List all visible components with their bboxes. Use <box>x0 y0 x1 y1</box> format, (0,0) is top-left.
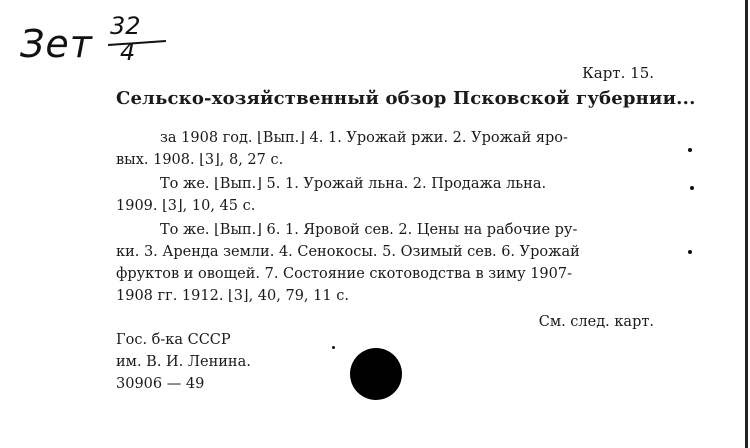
entry-line: фруктов и овощей. 7. Состояние скотоводства в зиму 1907- <box>116 266 573 282</box>
entry-line: за 1908 год. ⌊Вып.⌋ 4. 1. Урожай ржи. 2. Урожай яро- <box>160 130 568 146</box>
see-next-card: См. след. карт. <box>538 314 654 330</box>
library-stamp-line: Гос. б-ка СССР <box>116 332 231 348</box>
library-stamp-line: 30906 — 49 <box>116 376 205 392</box>
handwritten-shelfmark-prefix: Зет <box>20 22 93 66</box>
ink-speck <box>332 346 335 349</box>
card-title: Сельско-хозяйственный обзор Псковской губернии... <box>116 88 696 109</box>
entry-line: 1909. ⌊3⌋, 10, 45 с. <box>116 198 256 214</box>
entry-line: вых. 1908. ⌊3⌋, 8, 27 с. <box>116 152 284 168</box>
library-stamp-line: им. В. И. Ленина. <box>116 354 251 370</box>
entry-line: То же. ⌊Вып.⌋ 6. 1. Яровой сев. 2. Цены на рабочие ру- <box>160 222 578 238</box>
handwritten-shelfmark-bottom: 4 <box>120 38 136 66</box>
ink-blot <box>350 348 402 400</box>
ink-speck <box>690 186 694 190</box>
ink-speck <box>688 250 692 254</box>
handwritten-shelfmark-top: 32 <box>110 12 141 40</box>
entry-line: ки. 3. Аренда земли. 4. Сенокосы. 5. Озимый сев. 6. Урожай <box>116 244 580 260</box>
entry-line: То же. ⌊Вып.⌋ 5. 1. Урожай льна. 2. Продажа льна. <box>160 176 547 192</box>
ink-speck <box>688 148 692 152</box>
entry-line: 1908 гг. 1912. ⌊3⌋, 40, 79, 11 с. <box>116 288 349 304</box>
card-edge <box>745 0 748 448</box>
card-number: Карт. 15. <box>582 64 654 82</box>
handwritten-fraction-bar <box>108 40 166 46</box>
